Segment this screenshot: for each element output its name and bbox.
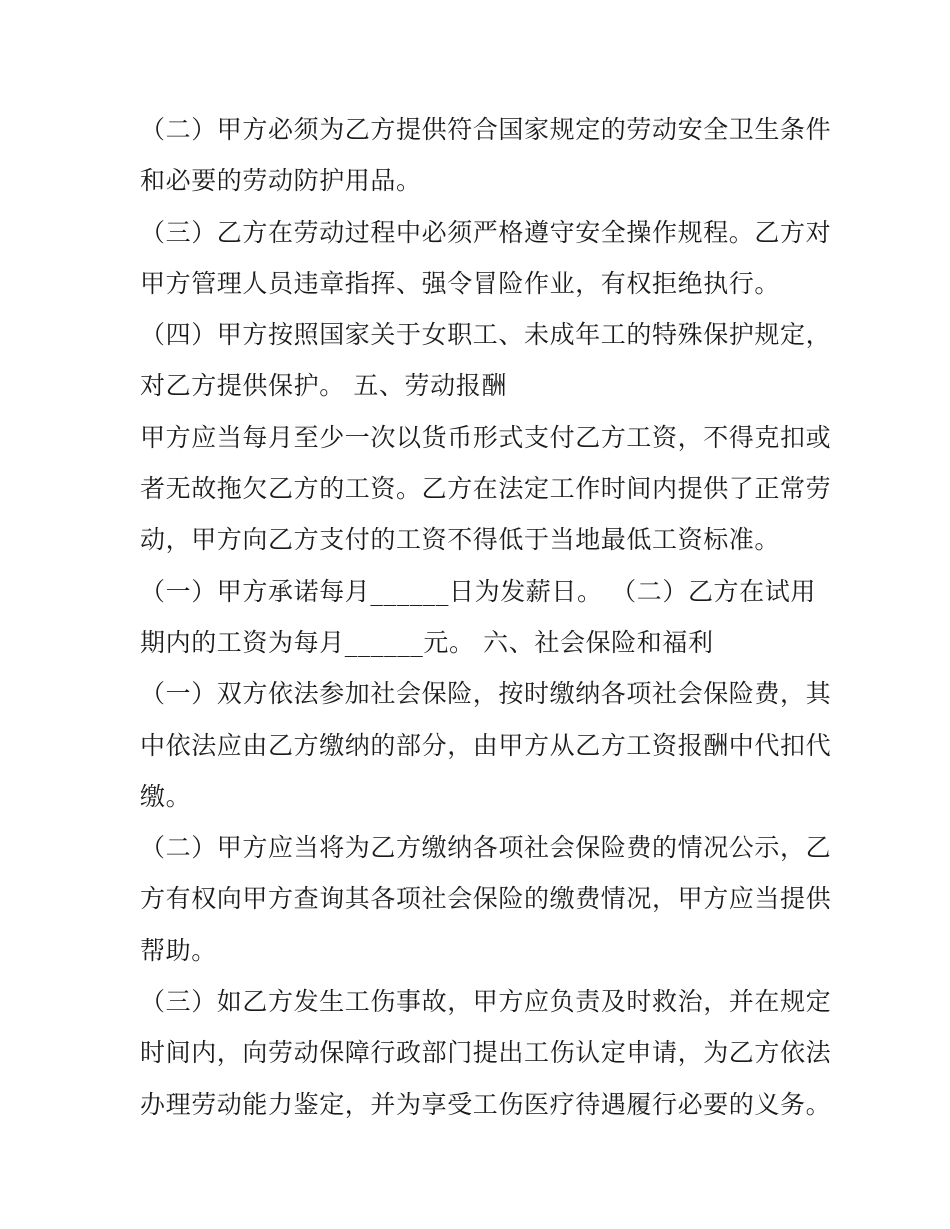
text-line: （二）甲方应当将为乙方缴纳各项社会保险费的情况公示，乙 bbox=[140, 833, 832, 863]
text-line: 时间内，向劳动保障行政部门提出工伤认定申请，为乙方依法 bbox=[140, 1038, 832, 1068]
text-line: 缴。 bbox=[140, 781, 192, 811]
text-line: 动，甲方向乙方支付的工资不得低于当地最低工资标准。 bbox=[140, 525, 781, 555]
text-line: 对乙方提供保护。 五、劳动报酬 bbox=[140, 371, 507, 401]
text-line: 帮助。 bbox=[140, 935, 217, 965]
text-line: 期内的工资为每月______元。 六、社会保险和福利 bbox=[140, 627, 714, 657]
text-line: 者无故拖欠乙方的工资。乙方在法定工作时间内提供了正常劳 bbox=[140, 474, 832, 504]
text-line: （三）乙方在劳动过程中必须严格遵守安全操作规程。乙方对 bbox=[140, 217, 832, 247]
text-line: （三）如乙方发生工伤事故，甲方应负责及时救治，并在规定 bbox=[140, 987, 832, 1017]
text-line: 甲方应当每月至少一次以货币形式支付乙方工资，不得克扣或 bbox=[140, 422, 832, 452]
text-line: 办理劳动能力鉴定，并为享受工伤医疗待遇履行必要的义务。 bbox=[140, 1089, 832, 1119]
text-line: （一）双方依法参加社会保险，按时缴纳各项社会保险费，其 bbox=[140, 679, 832, 709]
text-line: （一）甲方承诺每月______日为发薪日。 （二）乙方在试用 bbox=[140, 576, 816, 606]
text-line: 中依法应由乙方缴纳的部分，由甲方从乙方工资报酬中代扣代 bbox=[140, 730, 832, 760]
text-line: 方有权向甲方查询其各项社会保险的缴费情况，甲方应当提供 bbox=[140, 884, 832, 914]
document-body bbox=[140, 104, 832, 1130]
text-line: 和必要的劳动防护用品。 bbox=[140, 166, 422, 196]
text-line: （二）甲方必须为乙方提供符合国家规定的劳动安全卫生条件 bbox=[140, 115, 832, 144]
text-line: 甲方管理人员违章指挥、强令冒险作业，有权拒绝执行。 bbox=[140, 268, 781, 298]
text-line: （四）甲方按照国家关于女职工、未成年工的特殊保护规定， bbox=[140, 320, 832, 350]
